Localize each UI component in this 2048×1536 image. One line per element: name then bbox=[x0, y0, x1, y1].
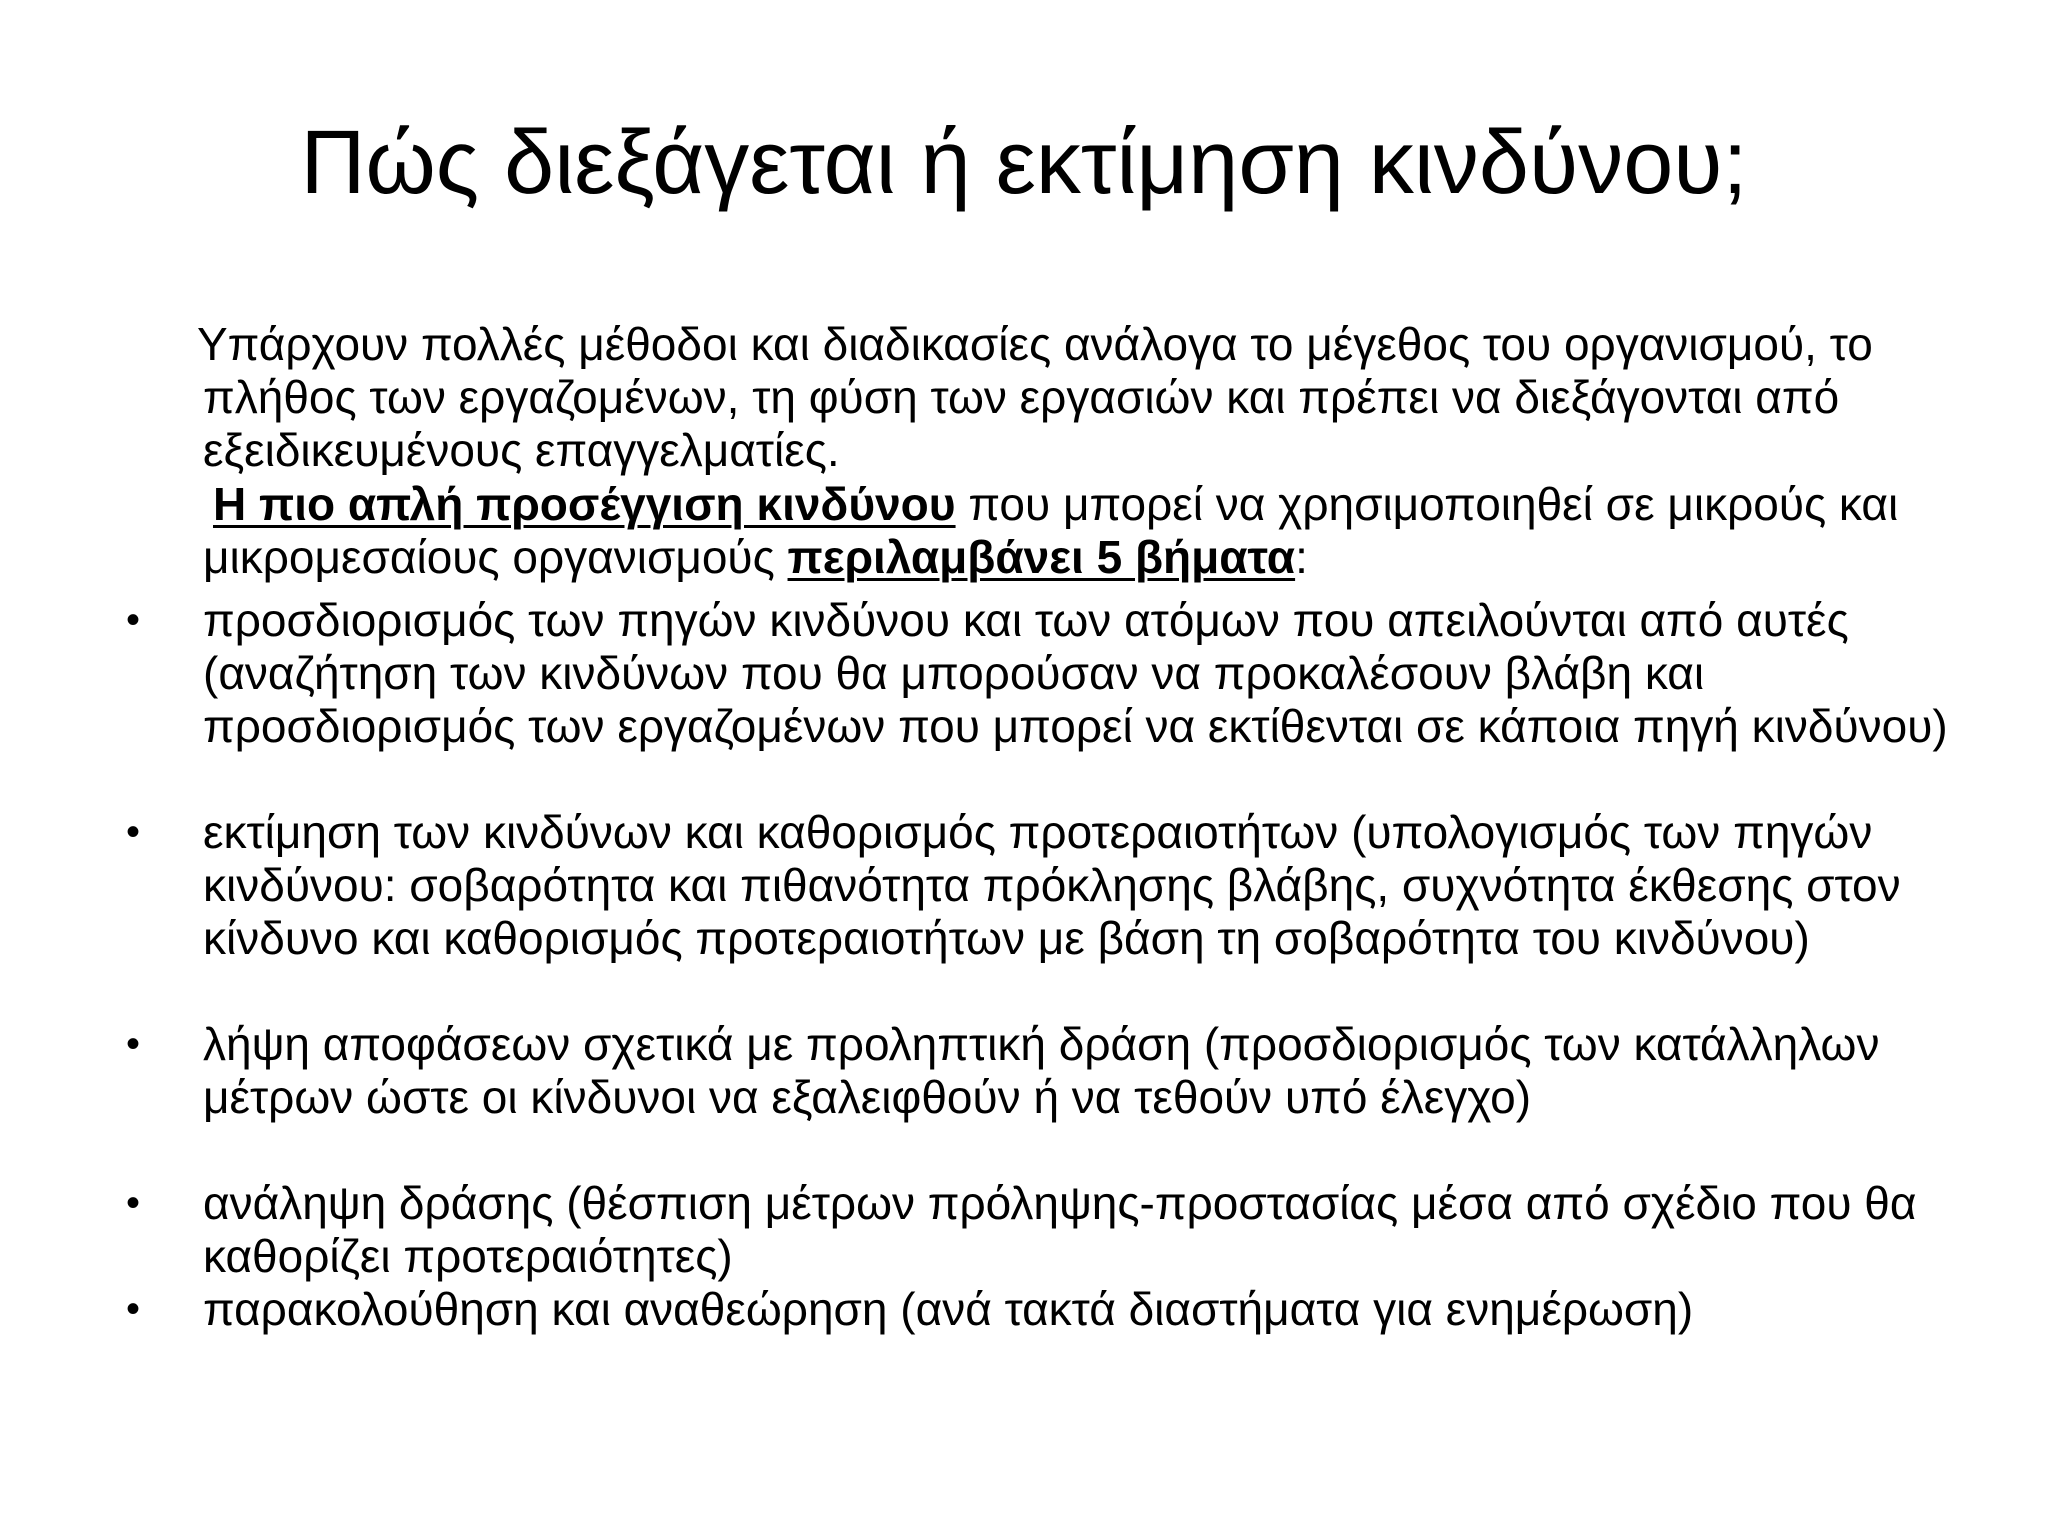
bullet-icon: • bbox=[126, 1181, 141, 1225]
list-item bbox=[126, 1018, 1963, 1124]
approach-middle: που μπορεί να χρησιμοποιηθεί σε μικρούς και μικρομεσαίους οργανισμούς bbox=[203, 478, 1899, 583]
list-item bbox=[126, 1177, 1963, 1283]
list-item bbox=[126, 594, 1963, 753]
step-text: παρακολούθηση και αναθεώρηση (ανά τακτά διαστήματα για ενημέρωση) bbox=[203, 1283, 1694, 1335]
bullet-icon: • bbox=[126, 1287, 141, 1331]
step-text: προσδιορισμός των πηγών κινδύνου και των ατόμων που απειλούνται από αυτές (αναζήτηση των κινδύνων που θα μπορούσαν να προκαλέσουν βλάβη και προσδιορισμός των εργαζομένων που μπορεί να εκτίθενται σε κάποια πηγή κινδύνου) bbox=[203, 594, 1948, 752]
approach-lead: Η πιο απλή προσέγγιση κινδύνου bbox=[213, 478, 956, 530]
approach-paragraph bbox=[203, 478, 1963, 584]
bullet-icon: • bbox=[126, 1022, 141, 1066]
step-text: λήψη αποφάσεων σχετικά με προληπτική δράση (προσδιορισμός των κατάλληλων μέτρων ώστε οι κίνδυνοι να εξαλειφθούν ή να τεθούν υπό έλεγχο) bbox=[203, 1018, 1880, 1123]
list-item bbox=[126, 806, 1963, 965]
list-item bbox=[126, 1283, 1963, 1336]
step-text: εκτίμηση των κινδύνων και καθορισμός προτεραιοτήτων (υπολογισμός των πηγών κινδύνου: σοβαρότητα και πιθανότητα πρόκλησης βλάβης, συχνότητα έκθεσης στον κίνδυνο και καθορισμός προτεραιοτήτων με βάση τη σοβαρότητα του κινδύνου) bbox=[203, 806, 1901, 964]
slide-title: Πώς διεξάγεται ή εκτίμηση κινδύνου; bbox=[300, 113, 1748, 213]
bullet-icon: • bbox=[126, 598, 141, 642]
step-text: ανάληψη δράσης (θέσπιση μέτρων πρόληψης-προστασίας μέσα από σχέδιο που θα καθορίζει προτεραιότητες) bbox=[203, 1177, 1917, 1282]
approach-steps-count: περιλαμβάνει 5 βήματα bbox=[787, 531, 1296, 583]
intro-paragraph: Υπάρχουν πολλές μέθοδοι και διαδικασίες ανάλογα το μέγεθος του οργανισμού, το πλήθος των εργαζομένων, τη φύση των εργασιών και πρέπει να διεξάγονται από εξειδικευμένους επαγγελματίες. bbox=[197, 318, 1873, 476]
bullet-icon: • bbox=[126, 810, 141, 854]
approach-colon: : bbox=[1295, 531, 1308, 583]
